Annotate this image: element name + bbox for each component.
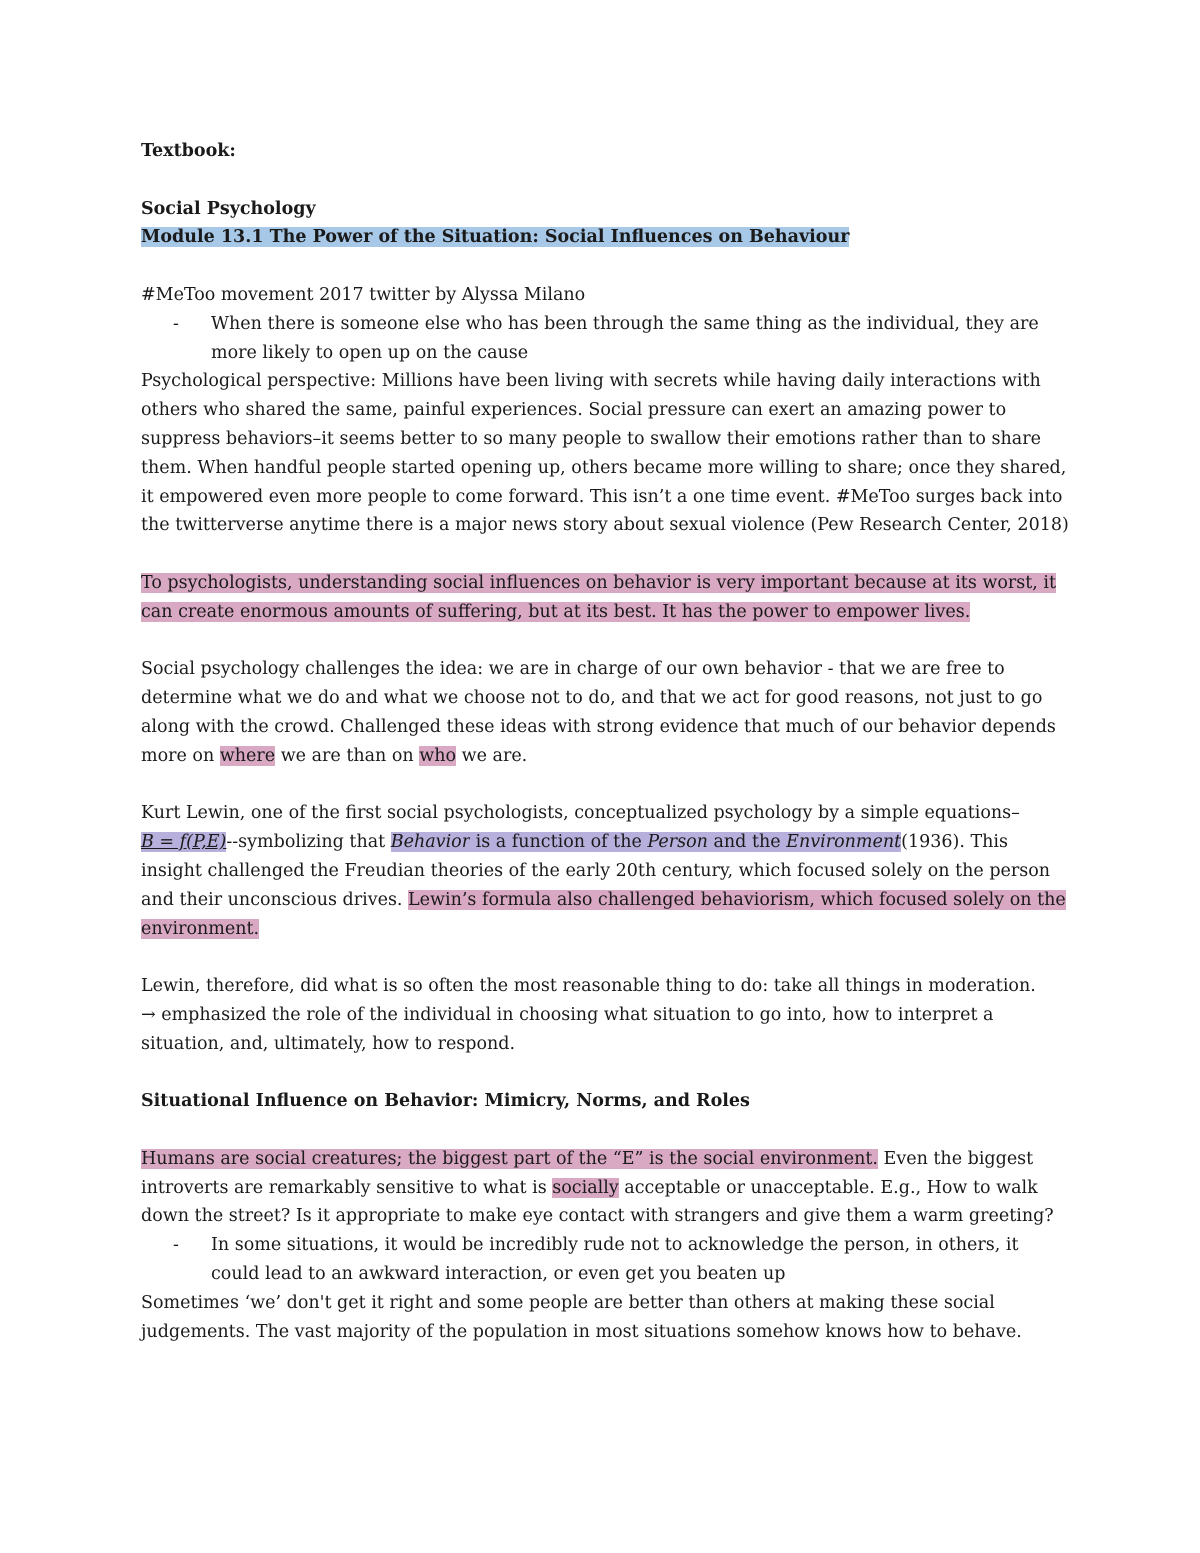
- term-person: Person: [647, 832, 708, 853]
- term-environment: Environment: [786, 832, 902, 853]
- bullet-dash: -: [173, 1235, 179, 1256]
- highlight-where: where: [219, 745, 276, 766]
- social-environment-highlight: Humans are social creatures; the biggest part of the “E” is the social environment.: [141, 1148, 878, 1169]
- humans-text-b: acceptable or unacceptable. E.g., How to walk down the street? Is it appropriate to make eye contact with strangers and give them a warm greeting?: [141, 1177, 1054, 1227]
- lewin-text-a: Kurt Lewin, one of the first social psychologists, conceptualized psychology by a simple equations–: [141, 803, 1020, 824]
- textbook-heading: Textbook:: [141, 141, 236, 161]
- lewin-text-e: (1936). This insight challenged the Freudian theories of the early 20th century, which focused solely on the person and their unconscious drives.: [141, 832, 1051, 910]
- lewin-paragraph: [141, 799, 1071, 943]
- highlight-socially: socially: [552, 1177, 619, 1198]
- lewin-text-c: is a function of the: [470, 832, 648, 853]
- lewin-formula: B = f(P,E): [141, 832, 227, 853]
- document-page: [141, 137, 1071, 1346]
- challenge-paragraph: [141, 655, 1071, 770]
- bullet-text: In some situations, it would be incredibly rude not to acknowledge the person, in others, it could lead to an awkward interaction, or even get you beaten up: [211, 1235, 1019, 1285]
- metoo-bullet: [141, 310, 1071, 368]
- lewin-text-d: and the: [707, 832, 787, 853]
- subject-heading: Social Psychology: [141, 198, 316, 219]
- closing-paragraph: Sometimes ‘we’ don't get it right and some people are better than others at making these social judgements. The vast majority of the population in most situations somehow knows how to behave.: [141, 1292, 1022, 1342]
- term-behavior: Behavior: [390, 832, 471, 853]
- humans-paragraph: [141, 1145, 1071, 1231]
- challenge-text-b: we are than on: [275, 745, 420, 766]
- situational-heading: Situational Influence on Behavior: Mimicry, Norms, and Roles: [141, 1091, 750, 1112]
- situations-bullet: [141, 1231, 1071, 1289]
- lewin-text-b: --symbolizing that: [226, 832, 391, 853]
- importance-paragraph: [141, 569, 1071, 627]
- humans-text-a: Even the biggest introverts are remarkably sensitive to what is: [141, 1148, 1034, 1198]
- module-heading: [141, 223, 1071, 252]
- highlight-who: who: [419, 745, 457, 766]
- challenge-text-a: Social psychology challenges the idea: we are in charge of our own behavior - that we are free to determine what we do and what we choose not to do, and that we act for good reasons, not just to go along with the crowd. Challenged these ideas with strong evidence that much of our behavior depends more on: [141, 659, 1056, 766]
- bullet-dash: -: [173, 313, 179, 334]
- challenge-text-c: we are.: [456, 745, 528, 766]
- behaviorism-highlight: Lewin’s formula also challenged behaviorism, which focused solely on the environment.: [141, 889, 1066, 939]
- importance-highlight: To psychologists, understanding social influences on behavior is very important because at its worst, it can create enormous amounts of suffering, but at its best. It has the power to empower lives.: [141, 572, 1057, 622]
- perspective-paragraph: Psychological perspective: Millions have been living with secrets while having daily interactions with others who shared the same, painful experiences. Social pressure can exert an amazing power to suppress behaviors–it seems better to so many people to swallow their emotions rather than to share them. When handful people started opening up, others became more willing to share; once they shared, it empowered even more people to come forward. This isn’t a one time event. #MeToo surges back into the twitterverse anytime there is a major news story about sexual violence (Pew Research Center, 2018): [141, 371, 1069, 536]
- moderation-arrow-line: → emphasized the role of the individual in choosing what situation to go into, how to interpret a situation, and, ultimately, how to respond.: [141, 1004, 994, 1054]
- bullet-text: When there is someone else who has been through the same thing as the individual, they are more likely to open up on the cause: [211, 313, 1039, 363]
- metoo-line: #MeToo movement 2017 twitter by Alyssa Milano: [141, 284, 586, 305]
- moderation-line: Lewin, therefore, did what is so often the most reasonable thing to do: take all things in moderation.: [141, 976, 1036, 997]
- module-heading-highlight: Module 13.1 The Power of the Situation: Social Influences on Behaviour: [141, 227, 850, 248]
